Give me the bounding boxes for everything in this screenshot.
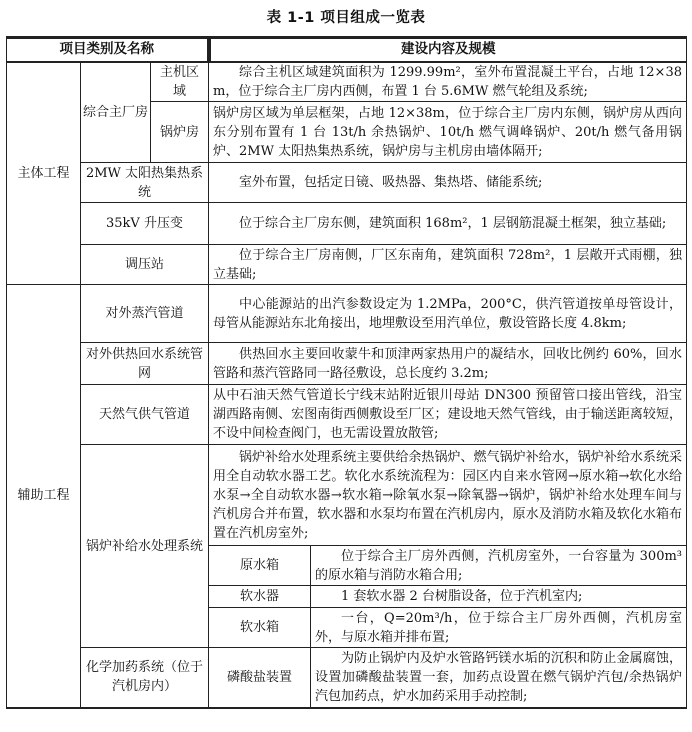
table-row: [7, 445, 687, 546]
item-name: 2MW 太阳热集热系统: [81, 163, 209, 203]
item-description: 锅炉补给水处理系统主要供给余热锅炉、燃气锅炉补给水，锅炉补给水系统采用全自动软水器工艺。软化水系统流程为：园区内自来水管网→原水箱→软化水给水泵→全自动软水器→软水箱→除氧水泵→除氧器→锅炉，锅炉补给水处理车间与汽机房合并布置，软水器和水泵均布置在汽机房内，原水及消防水箱及软化水箱布置在汽机房室外;: [209, 445, 687, 546]
table-row: [7, 648, 687, 708]
item-description: 位于综合主厂房东侧，建筑面积 168m²，1 层钢筋混凝土框架，独立基础;: [209, 203, 687, 245]
item-description: 供热回水主要回收蒙牛和顶津两家热用户的凝结水，回收比例约 60%，回水管路和蒸汽管路同一路径敷设，总长度约 3.2m;: [209, 343, 687, 385]
item-description: 综合主机区域建筑面积为 1299.99m²，室外布置混凝土平台，占地 12×38m，位于综合主厂房内西侧，布置 1 台 5.6MW 燃气轮组及系统;: [209, 62, 687, 102]
subitem-description: 一台，Q=20m³/h，位于综合主厂房外西侧，汽机房室外，与原水箱并排布置;: [311, 608, 687, 648]
item-name: 对外蒸汽管道: [81, 285, 209, 343]
item-description: 中心能源站的出汽参数设定为 1.2MPa，200°C，供汽管道按单母管设计，母管从能源站东北角接出，地埋敷设至用汽单位，敷设管路长度 4.8km;: [209, 285, 687, 343]
table-row: [7, 203, 687, 245]
item-name: 锅炉房: [151, 102, 209, 163]
project-composition-table: [6, 36, 687, 709]
item-name: 主机区域: [151, 62, 209, 102]
table-row: [7, 62, 687, 102]
group-main-plant: 综合主厂房: [81, 62, 151, 163]
header-content-scale: 建设内容及规模: [209, 38, 687, 62]
item-name: 对外供热回水系统管网: [81, 343, 209, 385]
category-auxiliary-engineering: 辅助工程: [7, 285, 81, 708]
item-name: 化学加药系统（位于汽机房内）: [81, 648, 209, 708]
table-row: [7, 163, 687, 203]
subitem-name: 软水箱: [209, 608, 311, 648]
table-caption: 表 1-1 项目组成一览表: [266, 10, 426, 26]
item-name: 锅炉补给水处理系统: [81, 445, 209, 648]
subitem-description: 1 套软水器 2 台树脂设备，位于汽机室内;: [311, 586, 687, 608]
category-main-engineering: 主体工程: [7, 62, 81, 285]
subitem-description: 位于综合主厂房外西侧，汽机房室外，一台容量为 300m³ 的原水箱与消防水箱合用;: [311, 546, 687, 586]
table-row: [7, 343, 687, 385]
item-name: 35kV 升压变: [81, 203, 209, 245]
table-header-row: [7, 38, 687, 62]
item-description: 从中石油天然气管道长宁线末站附近银川母站 DN300 预留管口接出管线，沿宝湖西路南侧、宏图南街西侧敷设至厂区；建设地天然气管线，由于输送距离较短，不设中间检查阀门，也无需设置放散管;: [209, 385, 687, 445]
table-row: [7, 285, 687, 343]
item-name: 天然气供气管道: [81, 385, 209, 445]
subitem-name: 原水箱: [209, 546, 311, 586]
item-name: 调压站: [81, 245, 209, 285]
table-row: [7, 385, 687, 445]
header-category-name: 项目类别及名称: [7, 38, 209, 62]
subitem-name: 磷酸盐装置: [209, 648, 311, 708]
item-description: 锅炉房区域为单层框架，占地 12×38m，位于综合主厂房内东侧，锅炉房从西向东分别布置有 1 台 13t/h 余热锅炉、10t/h 燃气调峰锅炉、20t/h 燃气备用锅炉、2MW 太阳热集热系统，锅炉房与主机房由墙体隔开;: [209, 102, 687, 163]
table-row: [7, 245, 687, 285]
item-description: 室外布置，包括定日镜、吸热器、集热塔、储能系统;: [209, 163, 687, 203]
subitem-description: 为防止锅炉内及炉水管路钙镁水垢的沉积和防止金属腐蚀，设置加磷酸盐装置一套，加药点设置在燃气锅炉汽包/余热锅炉汽包加药点，炉水加药采用手动控制;: [311, 648, 687, 708]
subitem-name: 软水器: [209, 586, 311, 608]
item-description: 位于综合主厂房南侧，厂区东南角，建筑面积 728m²，1 层敞开式雨棚，独立基础;: [209, 245, 687, 285]
